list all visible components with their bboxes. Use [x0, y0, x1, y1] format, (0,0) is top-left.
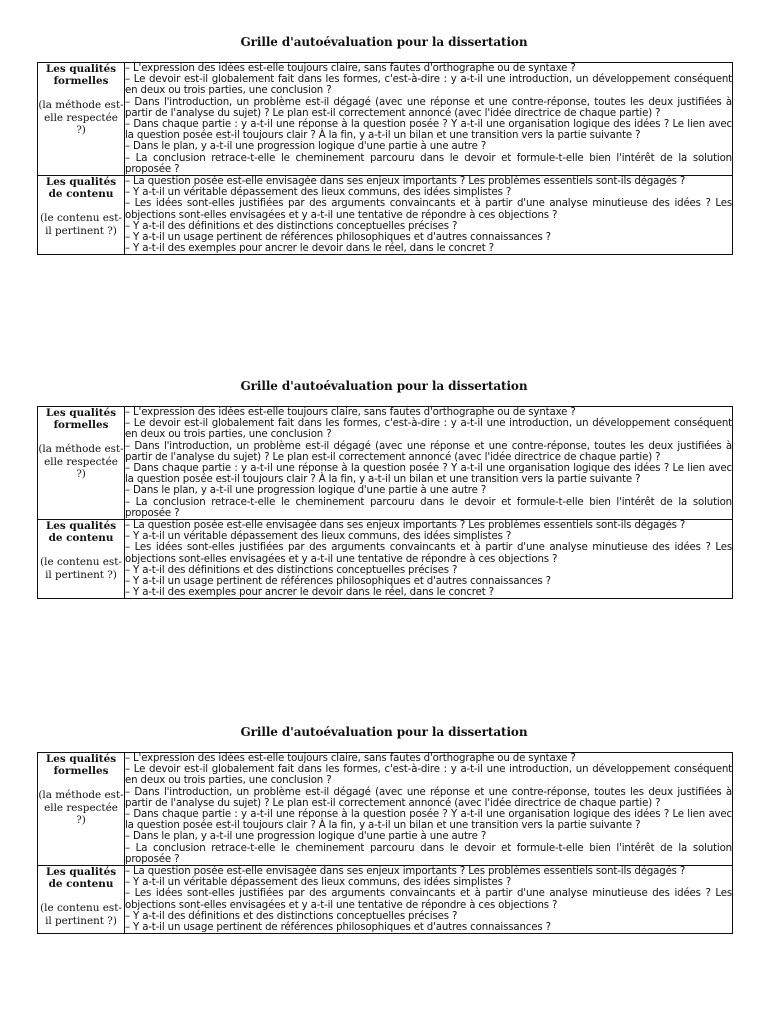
question-item: – Y a-t-il un usage pertinent de références philosophiques et d'autres connaissances ?: [125, 232, 551, 244]
question-item: – Y a-t-il des définitions et des distinctions conceptuelles précises ?: [125, 220, 458, 232]
category-cell: [38, 407, 125, 520]
category-name: Les qualités formelles: [45, 753, 117, 778]
question-item: – Dans l'introduction, un problème est-il dégagé (avec une réponse et une contre-réponse, toutes les deux justifiées à partir de l'analyse du sujet) ? Le plan est-il correctement annoncé (avec l'idée directrice de chaque partie) ?: [125, 96, 732, 119]
category-cell: [38, 753, 125, 866]
question-item: – L'expression des idées est-elle toujours claire, sans fautes d'orthographe ou de syntaxe ?: [125, 407, 576, 418]
category-cell: [38, 63, 125, 176]
category-name: Les qualités formelles: [45, 63, 117, 88]
table-row-formal: [38, 63, 733, 176]
questions-cell: [125, 176, 733, 255]
grid-title: Grille d'autoévaluation pour la dissertation: [240, 379, 528, 393]
question-item: – La question posée est-elle envisagée dans ses enjeux importants ? Les problèmes essentiels sont-ils dégagés ?: [125, 866, 686, 878]
grid-table: [37, 62, 733, 255]
grid-title: Grille d'autoévaluation pour la dissertation: [240, 725, 528, 739]
category-subtitle: (la méthode est-elle respectée ?): [38, 789, 124, 826]
table-row-formal: [38, 753, 733, 866]
question-item: – Dans chaque partie : y a-t-il une réponse à la question posée ? Y a-t-il une organisation logique des idées ? Le lien avec la question posée est-il toujours clair ? À la fin, y a-t-il un bilan et une transition vers la partie suivante ?: [125, 463, 732, 486]
category-name: Les qualités de contenu: [45, 176, 117, 201]
question-item: – Y a-t-il un usage pertinent de références philosophiques et d'autres connaissances ?: [125, 576, 551, 588]
table-row-formal: [38, 407, 733, 520]
grid-3: [0, 724, 768, 1014]
question-item: – Le devoir est-il globalement fait dans les formes, c'est-à-dire : y a-t-il une introduction, un développement conséquent en deux ou trois parties, une conclusion ?: [125, 74, 732, 97]
question-item: – Y a-t-il un véritable dépassement des lieux communs, des idées simplistes ?: [125, 877, 512, 889]
question-item: – Les idées sont-elles justifiées par des arguments convaincants et à partir d'une analyse minutieuse des idées ? Les objections sont-elles envisagées et y a-t-il une tentative de répondre à ces objections ?: [125, 198, 732, 221]
grid-1: [0, 34, 768, 364]
question-item: – Dans l'introduction, un problème est-il dégagé (avec une réponse et une contre-réponse, toutes les deux justifiées à partir de l'analyse du sujet) ? Le plan est-il correctement annoncé (avec l'idée directrice de chaque partie) ?: [125, 440, 732, 463]
category-subtitle: (le contenu est-il pertinent ?): [40, 902, 122, 927]
question-item: – L'expression des idées est-elle toujours claire, sans fautes d'orthographe ou de syntaxe ?: [125, 63, 576, 74]
question-item: – Dans le plan, y a-t-il une progression logique d'une partie à une autre ?: [125, 141, 487, 153]
category-cell: [38, 520, 125, 599]
category-name: Les qualités de contenu: [45, 520, 117, 545]
grid-table: [37, 406, 733, 599]
category-name: Les qualités formelles: [45, 407, 117, 432]
questions-cell: [125, 407, 733, 520]
grid-title: Grille d'autoévaluation pour la dissertation: [240, 35, 528, 49]
questions-cell: [125, 63, 733, 176]
question-item: – La question posée est-elle envisagée dans ses enjeux importants ? Les problèmes essentiels sont-ils dégagés ?: [125, 176, 686, 188]
question-item: – La conclusion retrace-t-elle le cheminement parcouru dans le devoir et formule-t-elle bien l'intérêt de la solution proposée ?: [125, 152, 732, 175]
question-item: – L'expression des idées est-elle toujours claire, sans fautes d'orthographe ou de syntaxe ?: [125, 753, 576, 764]
questions-cell: [125, 753, 733, 866]
question-item: – Dans chaque partie : y a-t-il une réponse à la question posée ? Y a-t-il une organisation logique des idées ? Le lien avec la question posée est-il toujours clair ? À la fin, y a-t-il un bilan et une transition vers la partie suivante ?: [125, 119, 732, 142]
question-item: – La conclusion retrace-t-elle le cheminement parcouru dans le devoir et formule-t-elle bien l'intérêt de la solution proposée ?: [125, 496, 732, 519]
question-item: – Dans le plan, y a-t-il une progression logique d'une partie à une autre ?: [125, 831, 487, 843]
questions-cell: [125, 520, 733, 599]
category-subtitle: (la méthode est-elle respectée ?): [38, 99, 124, 136]
grid-table: [37, 752, 733, 934]
question-item: – Dans le plan, y a-t-il une progression logique d'une partie à une autre ?: [125, 485, 487, 497]
question-item: – Y a-t-il un usage pertinent de références philosophiques et d'autres connaissances ?: [125, 922, 551, 934]
question-item: – Dans chaque partie : y a-t-il une réponse à la question posée ? Y a-t-il une organisation logique des idées ? Le lien avec la question posée est-il toujours clair ? À la fin, y a-t-il un bilan et une transition vers la partie suivante ?: [125, 809, 732, 832]
question-item: – Y a-t-il des définitions et des distinctions conceptuelles précises ?: [125, 564, 458, 576]
question-item: – Le devoir est-il globalement fait dans les formes, c'est-à-dire : y a-t-il une introduction, un développement conséquent en deux ou trois parties, une conclusion ?: [125, 418, 732, 441]
question-item: – Dans l'introduction, un problème est-il dégagé (avec une réponse et une contre-réponse, toutes les deux justifiées à partir de l'analyse du sujet) ? Le plan est-il correctement annoncé (avec l'idée directrice de chaque partie) ?: [125, 786, 732, 809]
table-row-content: [38, 176, 733, 255]
question-item: – La question posée est-elle envisagée dans ses enjeux importants ? Les problèmes essentiels sont-ils dégagés ?: [125, 520, 686, 532]
category-cell: [38, 176, 125, 255]
question-item: – Y a-t-il un véritable dépassement des lieux communs, des idées simplistes ?: [125, 187, 512, 199]
table-row-content: [38, 866, 733, 934]
category-subtitle: (le contenu est-il pertinent ?): [40, 556, 122, 581]
question-item: – Les idées sont-elles justifiées par des arguments convaincants et à partir d'une analyse minutieuse des idées ? Les objections sont-elles envisagées et y a-t-il une tentative de répondre à ces objections ?: [125, 542, 732, 565]
question-item: – Y a-t-il des définitions et des distinctions conceptuelles précises ?: [125, 910, 458, 922]
question-item: – Y a-t-il un véritable dépassement des lieux communs, des idées simplistes ?: [125, 531, 512, 543]
category-name: Les qualités de contenu: [45, 866, 117, 891]
question-item: – La conclusion retrace-t-elle le cheminement parcouru dans le devoir et formule-t-elle bien l'intérêt de la solution proposée ?: [125, 842, 732, 865]
question-item: – Les idées sont-elles justifiées par des arguments convaincants et à partir d'une analyse minutieuse des idées ? Les objections sont-elles envisagées et y a-t-il une tentative de répondre à ces objections ?: [125, 888, 732, 911]
table-row-content: [38, 520, 733, 599]
questions-cell: [125, 866, 733, 934]
question-item: – Le devoir est-il globalement fait dans les formes, c'est-à-dire : y a-t-il une introduction, un développement conséquent en deux ou trois parties, une conclusion ?: [125, 764, 732, 787]
question-item: – Y a-t-il des exemples pour ancrer le devoir dans le réel, dans le concret ?: [125, 587, 494, 599]
category-subtitle: (le contenu est-il pertinent ?): [40, 212, 122, 237]
question-item: – Y a-t-il des exemples pour ancrer le devoir dans le réel, dans le concret ?: [125, 243, 494, 255]
category-cell: [38, 866, 125, 934]
category-subtitle: (la méthode est-elle respectée ?): [38, 443, 124, 480]
grid-2: [0, 378, 768, 708]
